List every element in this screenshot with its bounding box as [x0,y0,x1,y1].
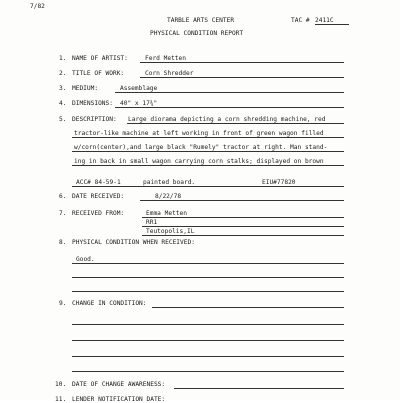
change-rule [72,371,344,372]
description-line: painted board. [143,179,196,186]
field-num-7: 7. [59,210,67,217]
field-num-10: 10. [55,381,67,388]
condition-rule [72,277,344,278]
date-received-value: 8/22/78 [155,193,182,200]
change-label: CHANGE IN CONDITION: [72,300,147,307]
received-from-rule [142,226,344,227]
received-from-line: Teutopolis,IL [146,228,195,235]
description-line: w/corn(center),and large black "Rumely" tractor at right. Man stand- [74,144,328,151]
report-title: PHYSICAL CONDITION REPORT [150,30,244,37]
description-rule [72,137,344,138]
received-from-line: Emma Metten [146,210,187,217]
eiu-number: EIU#77820 [262,179,296,186]
dimensions-label: DIMENSIONS: [72,100,113,107]
received-from-label: RECEIVED FROM: [72,210,125,217]
dimensions-value: 40" x 17¾" [120,100,158,107]
title-rule [140,77,344,78]
change-rule [152,307,344,308]
field-num-2: 2. [59,70,67,77]
artist-value: Ferd Metten [145,55,186,62]
field-num-11: 11. [55,396,67,403]
description-line: Large diorama depicting a corn shredding machine, red [128,116,326,123]
field-num-8: 8. [59,239,67,246]
change-date-label: DATE OF CHANGE AWARENESS: [72,381,166,388]
change-date-rule [174,388,344,389]
tac-label: TAC # [291,17,310,24]
medium-value: Assemblage [120,85,158,92]
field-num-3: 3. [59,85,67,92]
description-line: ing in back in small wagon carrying corn stalks; displayed on brown [74,158,324,165]
condition-rule [72,263,344,264]
field-num-1: 1. [59,55,67,62]
artist-label: NAME OF ARTIST: [72,55,128,62]
condition-value: Good. [76,256,95,263]
dimensions-rule [115,107,344,108]
description-rule [72,186,344,187]
date-mark: 7/82 [30,3,45,10]
date-received-rule [140,200,344,201]
title-label: TITLE OF WORK: [72,70,125,77]
field-num-6: 6. [59,193,67,200]
change-rule [72,324,344,325]
description-rule [72,165,344,166]
change-rule [72,340,344,341]
artist-rule [140,62,344,63]
condition-label: PHYSICAL CONDITION WHEN RECEIVED: [72,239,195,246]
title-value: Corn Shredder [145,70,194,77]
field-num-5: 5. [59,116,67,123]
accession-number: ACC# 84-59-1 [76,179,121,186]
field-num-9: 9. [59,300,67,307]
lender-label: LENDER NOTIFICATION DATE: [72,396,166,403]
received-from-line: RR1 [146,219,158,226]
field-num-4: 4. [59,100,67,107]
date-received-label: DATE RECEIVED: [72,193,125,200]
description-rule [72,151,344,152]
received-from-rule [142,235,344,236]
description-label: DESCRIPTION: [72,116,117,123]
change-rule [72,356,344,357]
tac-number: 2411C [315,17,349,25]
received-from-rule [142,217,344,218]
condition-rule [72,291,344,292]
medium-label: MEDIUM: [72,85,99,92]
org-name: TARBLE ARTS CENTER [167,17,235,24]
medium-rule [115,92,344,93]
description-rule [127,123,344,124]
description-line: tractor-like machine at left working in front of green wagon filled [74,130,324,137]
